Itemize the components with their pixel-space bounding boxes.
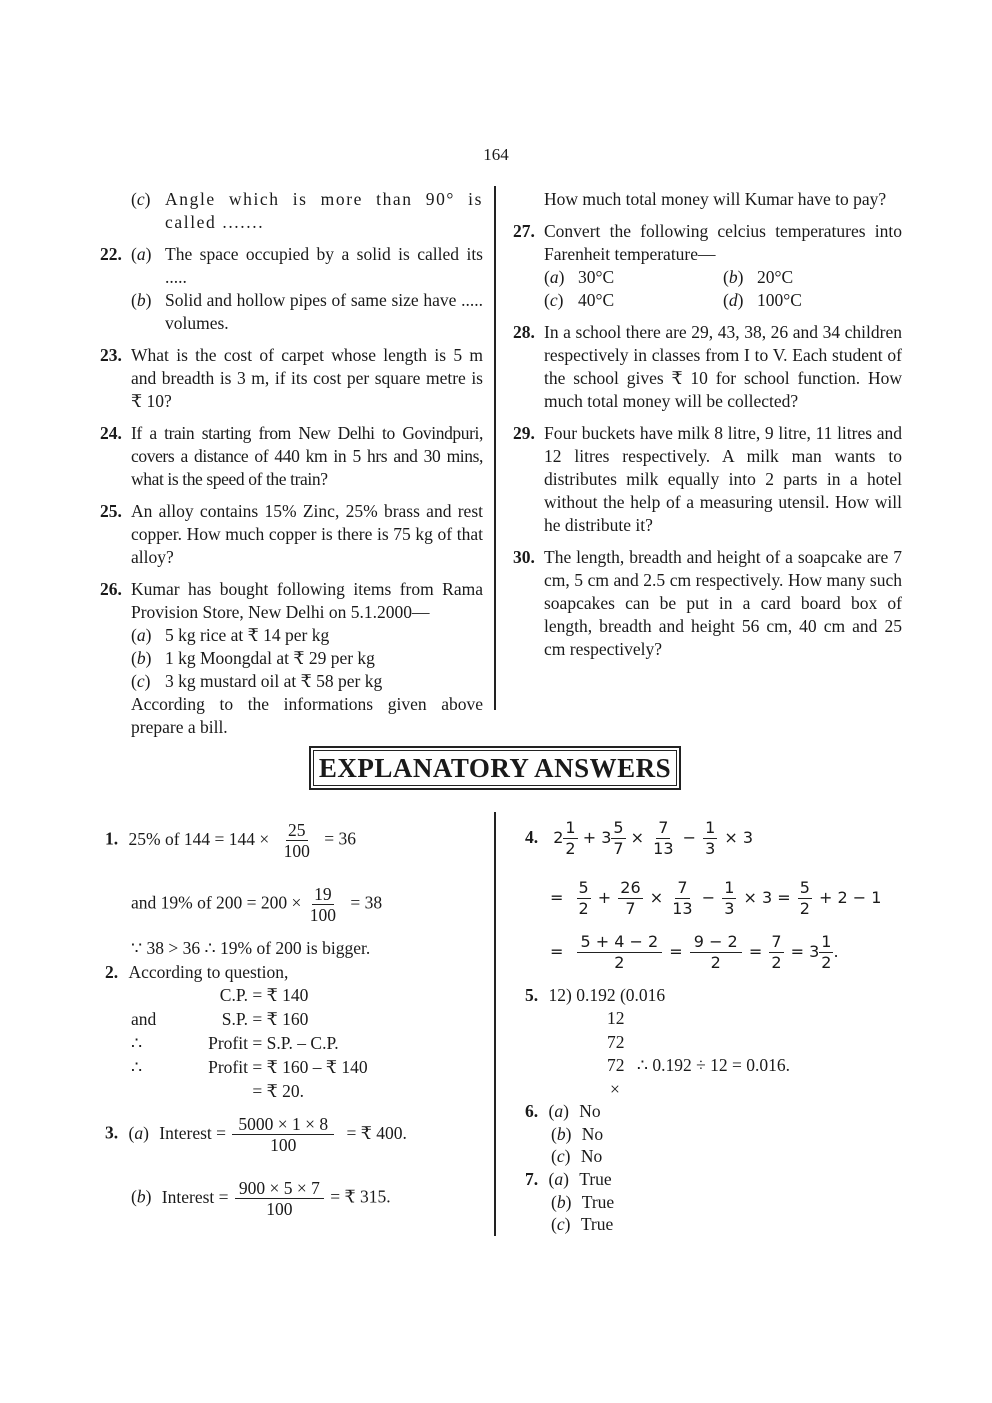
row-rhs: = ₹ 160 – ₹ 140 (252, 1057, 368, 1077)
question-26 (100, 578, 483, 739)
operator: + (582, 828, 597, 847)
numerator: 5 + 4 − 2 (577, 932, 663, 953)
numerator: 1 (705, 818, 716, 837)
column-divider-top (494, 186, 496, 710)
question-number: 25. (100, 501, 122, 521)
question-26-continued (516, 188, 902, 211)
row-prefix: ∴ (131, 1033, 143, 1053)
fraction (722, 878, 736, 919)
expression: = ₹ 315. (330, 1186, 391, 1207)
answer-1-line-1 (105, 820, 356, 861)
question-text: An alloy contains 15% Zinc, 25% brass and rest copper. How much copper is there is 75 kg of that alloy? (131, 501, 483, 567)
denominator: 7 (625, 899, 636, 918)
fraction (235, 1178, 324, 1219)
question-25 (100, 500, 483, 569)
option-label: (b) (131, 1186, 152, 1207)
question-text: Solid and hollow pipes of same size have ..... volumes. (165, 290, 483, 333)
numerator: 5 (613, 818, 624, 837)
question-number: 29. (513, 423, 535, 443)
expression: Interest = (161, 1186, 229, 1207)
question-text: If a train starting from New Delhi to Govindpuri, covers a distance of 440 km in 5 hrs and 30 mins, what is the speed of the train? (131, 423, 483, 489)
answer-4-line-2 (550, 878, 881, 919)
bill-item-text: 1 kg Moongdal at ₹ 29 per kg (165, 648, 375, 668)
answer-6b (551, 1123, 603, 1146)
fraction (577, 932, 663, 973)
question-text: Kumar has bought following items from Rama Provision Store, New Delhi on 5.1.2000— (131, 579, 483, 622)
answer-2-intro (105, 961, 288, 984)
numerator: 1 (724, 878, 735, 897)
fraction (611, 818, 625, 859)
option-label: (c) (551, 1214, 571, 1234)
question-number: 28. (513, 322, 535, 342)
option-label: (a) (131, 244, 152, 264)
expression: Interest = (159, 1122, 226, 1143)
numerator: 25 (288, 820, 306, 840)
fraction (308, 884, 338, 925)
answer-number: 3. (105, 1122, 119, 1143)
question-24 (100, 422, 483, 491)
row-lhs: Profit (208, 1033, 248, 1053)
denominator: 13 (653, 839, 674, 858)
denominator: 100 (270, 1135, 297, 1155)
answer-text: No (580, 1146, 603, 1166)
denominator: 2 (821, 953, 832, 972)
denominator: 3 (724, 899, 735, 918)
numerator: 1 (565, 818, 576, 837)
answer-text: No (579, 1101, 601, 1121)
numerator: 19 (314, 884, 332, 904)
numerator: 26 (620, 878, 641, 897)
answer-5-line-4 (607, 1054, 790, 1077)
answer-number: 2. (105, 962, 119, 982)
answer-4-line-1 (525, 818, 753, 859)
answer-7c (551, 1213, 613, 1236)
question-22 (100, 243, 483, 335)
option-label: (a) (548, 1169, 569, 1189)
expression: = 36 (324, 828, 357, 849)
division-line: 72 (607, 1055, 625, 1075)
answer-7b (551, 1191, 614, 1214)
question-30 (513, 546, 902, 661)
answer-5-line-3: 72 (607, 1032, 625, 1052)
expression: . (833, 942, 839, 961)
fraction (651, 818, 675, 859)
question-text: How much total money will Kumar have to pay? (544, 189, 887, 209)
operator: + (597, 888, 612, 907)
answer-text: No (581, 1124, 604, 1144)
option-label: (b) (551, 1124, 572, 1144)
answer-text: True (579, 1169, 612, 1189)
operator: − (701, 888, 716, 907)
whole-number: 3 (601, 828, 612, 847)
question-28 (513, 321, 902, 413)
question-text: In a school there are 29, 43, 38, 26 and 34 children respectively in classes from I to V. Each student of the school gives ₹ 10 for school function. How much total money will be collected? (544, 322, 902, 411)
bill-item-text: 5 kg rice at ₹ 14 per kg (165, 625, 330, 645)
option-label: (c) (131, 671, 151, 691)
expression: 25% of 144 = 144 × (128, 828, 270, 849)
denominator: 100 (266, 1199, 293, 1219)
fraction (563, 818, 577, 859)
answer-5-line-5: × (610, 1079, 620, 1099)
denominator: 2 (614, 953, 625, 972)
denominator: 13 (672, 899, 693, 918)
answer-number: 5. (525, 985, 539, 1005)
denominator: 7 (613, 839, 624, 858)
question-text: Angle which is more than 90° is called ....... (165, 189, 483, 232)
answer-number: 1. (105, 828, 119, 849)
answer-5-line-2: 12 (607, 1008, 625, 1028)
answer-1-line-2 (131, 884, 382, 925)
denominator: 100 (283, 841, 310, 861)
expression: = ₹ 400. (346, 1122, 407, 1143)
answer-6c (551, 1145, 602, 1168)
questions-right-column (513, 188, 902, 661)
option-text: 30°C (578, 267, 615, 287)
question-number: 24. (100, 423, 122, 443)
numerator: 7 (677, 878, 688, 897)
option-label: (b) (551, 1192, 572, 1212)
question-29 (513, 422, 902, 537)
option-label: (b) (131, 648, 152, 668)
whole-number: 2 (553, 828, 564, 847)
operator: × (649, 888, 664, 907)
row-rhs: = ₹ 20. (252, 1081, 305, 1101)
question-number: 26. (100, 579, 122, 599)
answer-2-row (131, 1008, 431, 1031)
row-rhs: = ₹ 140 (252, 985, 309, 1005)
bill-item (131, 670, 483, 693)
fraction (618, 878, 642, 919)
expression: and 19% of 200 = 200 × (131, 892, 302, 913)
denominator: 2 (710, 953, 721, 972)
row-prefix: ∴ (131, 1057, 143, 1077)
expression: + 2 − 1 (819, 888, 882, 907)
numerator: 1 (821, 932, 832, 951)
numerator: 5 (799, 878, 810, 897)
denominator: 3 (705, 839, 716, 858)
answer-3b (131, 1178, 391, 1219)
answer-2-row (131, 1056, 431, 1079)
answer-6a (525, 1100, 601, 1123)
option-label: (c) (551, 1146, 571, 1166)
answer-2-row (131, 984, 431, 1007)
bill-item (131, 624, 483, 647)
denominator: 2 (771, 953, 782, 972)
answer-7a (525, 1168, 612, 1191)
option-label: (c) (131, 189, 151, 209)
question-23 (100, 344, 483, 413)
option-label: (b) (723, 267, 744, 287)
numerator: 5000 × 1 × 8 (232, 1114, 334, 1135)
option-label: (a) (548, 1101, 569, 1121)
expression: = 3 (790, 942, 820, 961)
option-label: (b) (131, 290, 152, 310)
expression: × 3 = (743, 888, 791, 907)
operator: = (550, 888, 564, 907)
option-label: (a) (128, 1122, 149, 1143)
option-label: (a) (544, 267, 565, 287)
section-heading: EXPLANATORY ANSWERS (309, 746, 681, 790)
row-rhs: = S.P. – C.P. (252, 1033, 339, 1053)
answer-2-row (131, 1032, 431, 1055)
question-text: Four buckets have milk 8 litre, 9 litre, 11 litres and 12 litres respectively. A milk man wants to distributes milk equally into 2 parts in a hotel without the help of a measuring utensil. How will he distribute it? (544, 423, 902, 535)
row-rhs: = ₹ 160 (252, 1009, 309, 1029)
answer-4-line-3 (550, 932, 839, 973)
questions-left-column (100, 188, 483, 739)
answer-2-row (131, 1080, 431, 1103)
option-label: (d) (723, 290, 744, 310)
question-27 (513, 220, 902, 312)
page-number: 164 (483, 145, 509, 164)
answer-text: True (581, 1192, 615, 1212)
question-number: 22. (100, 244, 122, 264)
numerator: 900 × 5 × 7 (235, 1178, 324, 1199)
option-text: 40°C (578, 290, 615, 310)
numerator: 7 (771, 932, 782, 951)
answer-1-line-3: ∵ 38 > 36 ∴ 19% of 200 is bigger. (131, 938, 371, 958)
operator: × (630, 828, 645, 847)
numerator: 5 (578, 878, 589, 897)
denominator: 2 (578, 899, 589, 918)
row-lhs: S.P. (221, 1009, 248, 1029)
question-text: What is the cost of carpet whose length is 5 m and breadth is 3 m, if its cost per square metre is ₹ 10? (131, 345, 483, 411)
operator: = (748, 942, 763, 961)
expression: = 38 (350, 892, 383, 913)
fraction (282, 820, 312, 861)
option-text: 100°C (757, 290, 802, 310)
operator: = (550, 942, 564, 961)
bill-item (131, 647, 483, 670)
question-number: 27. (513, 221, 535, 241)
conclusion: ∴ 0.192 ÷ 12 = 0.016. (636, 1055, 790, 1075)
fraction (577, 878, 591, 919)
answer-number: 7. (525, 1169, 539, 1189)
fraction (690, 932, 742, 973)
denominator: 100 (309, 905, 337, 925)
row-lhs: Profit (208, 1057, 248, 1077)
expression: × 3 (724, 828, 754, 847)
question-21c (103, 188, 483, 234)
question-text: The length, breadth and height of a soapcake are 7 cm, 5 cm and 2.5 cm respectively. How many such soapcakes can be put in a card board box of length, breadth and height 56 cm, 40 cm and 25 cm respectively? (544, 547, 902, 659)
numerator: 7 (658, 818, 669, 837)
bill-item-text: 3 kg mustard oil at ₹ 58 per kg (165, 671, 383, 691)
fraction (703, 818, 717, 859)
column-divider-bottom (494, 812, 496, 1236)
answer-text: According to question, (128, 962, 289, 982)
question-text: The space occupied by a solid is called its ..... (165, 244, 483, 287)
question-number: 30. (513, 547, 535, 567)
question-footer: According to the informations given above prepare a bill. (131, 694, 483, 737)
row-lhs: C.P. (219, 985, 248, 1005)
denominator: 2 (799, 899, 810, 918)
fraction (798, 878, 812, 919)
operator: = (669, 942, 683, 961)
answer-5-line-1 (525, 984, 665, 1007)
denominator: 2 (565, 839, 576, 858)
fraction (769, 932, 783, 973)
answer-number: 4. (525, 827, 539, 847)
answer-text: True (580, 1214, 614, 1234)
division-line: 12) 0.192 (0.016 (548, 985, 666, 1005)
fraction (819, 932, 833, 973)
answer-3a (105, 1114, 407, 1155)
row-prefix: and (131, 1009, 157, 1029)
fraction (232, 1114, 334, 1155)
option-text: 20°C (757, 267, 794, 287)
option-label: (c) (544, 290, 564, 310)
numerator: 9 − 2 (690, 932, 742, 953)
fraction (670, 878, 694, 919)
question-text: Convert the following celcius temperatures into Farenheit temperature— (544, 221, 902, 264)
operator: − (682, 828, 697, 847)
option-label: (a) (131, 625, 152, 645)
answer-number: 6. (525, 1101, 539, 1121)
question-number: 23. (100, 345, 122, 365)
